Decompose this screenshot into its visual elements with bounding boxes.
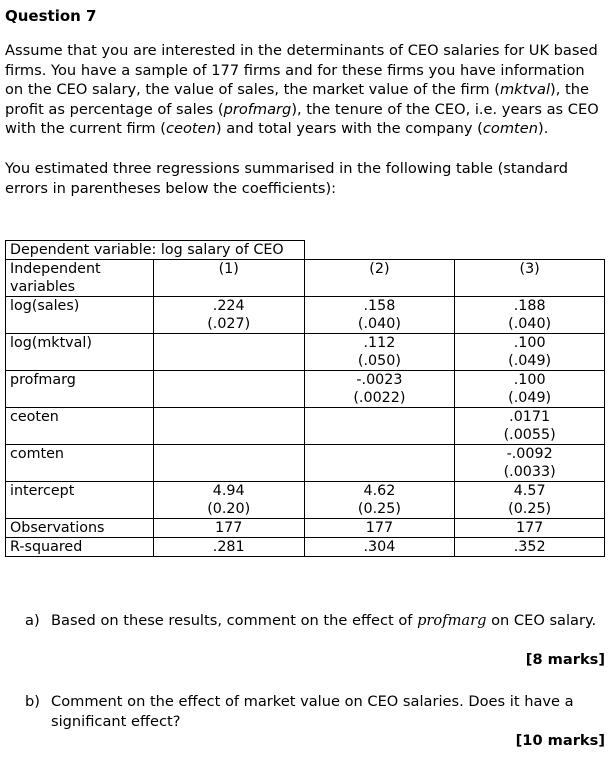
rsquared-2: .304 <box>304 538 455 557</box>
standard-error: (.050) <box>357 353 401 369</box>
regression-table <box>5 240 605 557</box>
coef-cell <box>304 408 455 445</box>
coefficient: -.0092 <box>506 446 553 462</box>
coef-cell <box>455 482 605 519</box>
rsquared-label: R-squared <box>6 538 154 557</box>
intro-paragraph <box>5 41 605 139</box>
part-a-var: profmarg <box>417 612 487 629</box>
coefficient: 4.94 <box>212 483 245 499</box>
col-header-3: (3) <box>455 260 605 297</box>
rsquared-row <box>6 538 605 557</box>
coefficient: -.0023 <box>356 372 403 388</box>
question-title: Question 7 <box>5 7 97 25</box>
standard-error: (.040) <box>357 316 401 332</box>
intro-text-2: ), the profit as percentage of sales ( <box>5 81 589 118</box>
column-header-row <box>6 260 605 297</box>
table-intro-paragraph: You estimated three regressions summarised in the following table (standard errors in parentheses below the coefficients): <box>5 159 568 197</box>
row-label: intercept <box>6 482 154 519</box>
part-a-text: Based on these results, comment on the effect of profmarg on CEO salary. <box>51 612 597 629</box>
coef-cell <box>153 445 304 482</box>
coef-cell <box>455 445 605 482</box>
standard-error: (.049) <box>508 390 552 406</box>
intro-text-1: Assume that you are interested in the determinants of CEO salaries for UK based firms. You have a sample of 177 firms and for these firms you have information on the CEO salary, the value of sales, the market value of the firm ( <box>5 42 598 99</box>
coef-cell <box>153 408 304 445</box>
col-header-1: (1) <box>153 260 304 297</box>
part-b-text: Comment on the effect of market value on CEO salaries. Does it have a significant effect? <box>51 693 574 730</box>
coef-cell <box>153 371 304 408</box>
table-row <box>6 334 605 371</box>
part-a-marks: [8 marks] <box>525 651 605 668</box>
standard-error: (0.25) <box>357 501 401 517</box>
table-row <box>6 482 605 519</box>
col-header-2: (2) <box>304 260 455 297</box>
question-block <box>5 6 605 198</box>
part-b-label: b) <box>25 693 40 710</box>
coefficient: .224 <box>212 298 245 314</box>
observations-label: Observations <box>6 519 154 538</box>
standard-error: (.0033) <box>503 464 556 480</box>
coef-cell <box>455 371 605 408</box>
observations-row <box>6 519 605 538</box>
observations-1: 177 <box>153 519 304 538</box>
rsquared-1: .281 <box>153 538 304 557</box>
row-label: log(sales) <box>6 297 154 334</box>
coefficient: .188 <box>513 298 546 314</box>
row-label: ceoten <box>6 408 154 445</box>
coef-cell <box>304 482 455 519</box>
coefficient: .112 <box>363 335 396 351</box>
part-a <box>25 611 605 631</box>
standard-error: (0.25) <box>508 501 552 517</box>
coef-cell <box>304 297 455 334</box>
coef-cell <box>153 334 304 371</box>
coef-cell <box>304 445 455 482</box>
row-label: profmarg <box>6 371 154 408</box>
table-row <box>6 445 605 482</box>
intro-text-4: ) and total years with the company ( <box>215 120 483 138</box>
standard-error: (.040) <box>508 316 552 332</box>
part-a-label: a) <box>25 612 40 629</box>
standard-error: (.0055) <box>503 427 556 443</box>
coef-cell <box>153 297 304 334</box>
row-label: comten <box>6 445 154 482</box>
row-label: log(mktval) <box>6 334 154 371</box>
var-ceoten: ceoten <box>165 120 216 138</box>
observations-2: 177 <box>304 519 455 538</box>
intro-text-3: ), the tenure of the CEO, i.e. years as CEO with the current firm ( <box>5 100 599 138</box>
coef-cell <box>304 371 455 408</box>
coefficient: .100 <box>513 372 546 388</box>
observations-3: 177 <box>455 519 605 538</box>
coef-cell <box>304 334 455 371</box>
var-profmarg: profmarg <box>223 100 292 118</box>
coef-cell <box>153 482 304 519</box>
coefficient: 4.57 <box>513 483 546 499</box>
standard-error: (.0022) <box>353 390 406 406</box>
var-comten: comten <box>482 120 539 138</box>
part-b <box>25 692 605 732</box>
standard-error: (.049) <box>508 353 552 369</box>
part-b-marks: [10 marks] <box>515 732 605 749</box>
coefficient: .100 <box>513 335 546 351</box>
coefficient: .158 <box>363 298 396 314</box>
independent-variables-header: Independent variables <box>6 260 154 297</box>
var-mktval: mktval <box>499 81 550 99</box>
rsquared-3: .352 <box>455 538 605 557</box>
coefficient: .0171 <box>509 409 551 425</box>
dependent-variable-header: Dependent variable: log salary of CEO <box>6 241 305 260</box>
coef-cell <box>455 297 605 334</box>
coefficient: 4.62 <box>363 483 396 499</box>
intro-text-5: ). <box>538 120 549 138</box>
table-row <box>6 408 605 445</box>
table-row <box>6 297 605 334</box>
table-body <box>6 297 605 519</box>
table-row <box>6 371 605 408</box>
coef-cell <box>455 334 605 371</box>
standard-error: (.027) <box>207 316 251 332</box>
coef-cell <box>455 408 605 445</box>
standard-error: (0.20) <box>207 501 251 517</box>
